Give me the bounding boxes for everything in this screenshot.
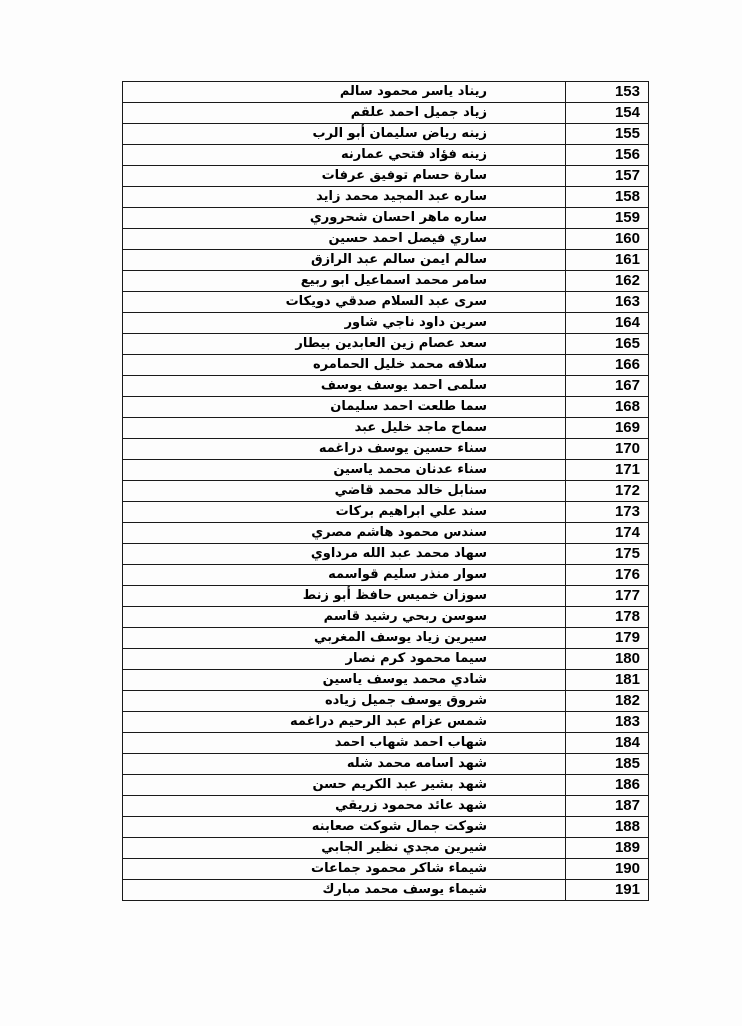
student-name-cell: ساره ماهر احسان شحروري xyxy=(123,208,566,229)
table-row xyxy=(123,481,649,502)
table-row xyxy=(123,796,649,817)
student-name-cell: زينه فؤاد فتحي عمارنه xyxy=(123,145,566,166)
student-name-cell: سيما محمود كرم نصار xyxy=(123,649,566,670)
table-row xyxy=(123,544,649,565)
table-row xyxy=(123,229,649,250)
student-name-cell: سلافه محمد خليل الحمامره xyxy=(123,355,566,376)
student-name-cell: ساري فيصل احمد حسين xyxy=(123,229,566,250)
row-number-cell: 170 xyxy=(566,439,649,460)
row-number-cell: 165 xyxy=(566,334,649,355)
student-name-cell: سندس محمود هاشم مصري xyxy=(123,523,566,544)
student-name-cell: سناء عدنان محمد ياسين xyxy=(123,460,566,481)
row-number-cell: 164 xyxy=(566,313,649,334)
student-name-cell: سارة حسام توفيق عرفات xyxy=(123,166,566,187)
table-row xyxy=(123,733,649,754)
table-row xyxy=(123,649,649,670)
row-number-cell: 191 xyxy=(566,880,649,901)
student-name-cell: شهد عائد محمود زريقي xyxy=(123,796,566,817)
row-number-cell: 168 xyxy=(566,397,649,418)
table-row xyxy=(123,292,649,313)
student-name-cell: شيماء شاكر محمود جماعات xyxy=(123,859,566,880)
table-row xyxy=(123,880,649,901)
row-number-cell: 177 xyxy=(566,586,649,607)
row-number-cell: 183 xyxy=(566,712,649,733)
names-table xyxy=(122,81,649,901)
table-row xyxy=(123,439,649,460)
row-number-cell: 156 xyxy=(566,145,649,166)
row-number-cell: 158 xyxy=(566,187,649,208)
row-number-cell: 184 xyxy=(566,733,649,754)
student-name-cell: شهد اسامه محمد شله xyxy=(123,754,566,775)
table-row xyxy=(123,250,649,271)
row-number-cell: 186 xyxy=(566,775,649,796)
row-number-cell: 175 xyxy=(566,544,649,565)
table-row xyxy=(123,355,649,376)
student-name-cell: شمس عزام عبد الرحيم دراغمه xyxy=(123,712,566,733)
table-row xyxy=(123,670,649,691)
row-number-cell: 180 xyxy=(566,649,649,670)
row-number-cell: 163 xyxy=(566,292,649,313)
table-row xyxy=(123,628,649,649)
student-name-cell: سناء حسين يوسف دراغمه xyxy=(123,439,566,460)
table-row xyxy=(123,418,649,439)
table-row xyxy=(123,208,649,229)
student-name-cell: سالم ايمن سالم عبد الرازق xyxy=(123,250,566,271)
row-number-cell: 159 xyxy=(566,208,649,229)
student-name-cell: سوار منذر سليم قواسمه xyxy=(123,565,566,586)
row-number-cell: 185 xyxy=(566,754,649,775)
row-number-cell: 154 xyxy=(566,103,649,124)
table-row xyxy=(123,271,649,292)
row-number-cell: 162 xyxy=(566,271,649,292)
row-number-cell: 167 xyxy=(566,376,649,397)
student-name-cell: سرى عبد السلام صدقي دويكات xyxy=(123,292,566,313)
student-name-cell: سرين داود ناجي شاور xyxy=(123,313,566,334)
table-row xyxy=(123,817,649,838)
table-row xyxy=(123,397,649,418)
row-number-cell: 181 xyxy=(566,670,649,691)
table-row xyxy=(123,691,649,712)
student-name-cell: سوسن ربحي رشيد قاسم xyxy=(123,607,566,628)
student-name-cell: شروق يوسف جميل زياده xyxy=(123,691,566,712)
student-name-cell: شادي محمد يوسف ياسين xyxy=(123,670,566,691)
student-name-cell: شيماء يوسف محمد مبارك xyxy=(123,880,566,901)
student-name-cell: سما طلعت احمد سليمان xyxy=(123,397,566,418)
names-table-body xyxy=(123,82,649,901)
table-row xyxy=(123,775,649,796)
row-number-cell: 155 xyxy=(566,124,649,145)
row-number-cell: 160 xyxy=(566,229,649,250)
row-number-cell: 190 xyxy=(566,859,649,880)
student-name-cell: شهد بشير عبد الكريم حسن xyxy=(123,775,566,796)
table-row xyxy=(123,754,649,775)
table-row xyxy=(123,103,649,124)
table-row xyxy=(123,376,649,397)
student-name-cell: سماح ماجد خليل عبد xyxy=(123,418,566,439)
row-number-cell: 189 xyxy=(566,838,649,859)
row-number-cell: 153 xyxy=(566,82,649,103)
table-row xyxy=(123,187,649,208)
row-number-cell: 179 xyxy=(566,628,649,649)
student-name-cell: سوزان خميس حافظ أبو زنط xyxy=(123,586,566,607)
table-row xyxy=(123,523,649,544)
row-number-cell: 172 xyxy=(566,481,649,502)
row-number-cell: 171 xyxy=(566,460,649,481)
student-name-cell: سهاد محمد عبد الله مرداوي xyxy=(123,544,566,565)
row-number-cell: 166 xyxy=(566,355,649,376)
student-name-cell: شيرين مجدي نظير الجابي xyxy=(123,838,566,859)
table-row xyxy=(123,166,649,187)
table-row xyxy=(123,565,649,586)
student-name-cell: سعد عصام زين العابدين بيطار xyxy=(123,334,566,355)
table-row xyxy=(123,460,649,481)
table-row xyxy=(123,124,649,145)
table-row xyxy=(123,82,649,103)
student-name-cell: شوكت جمال شوكت صعابنه xyxy=(123,817,566,838)
student-name-cell: ساره عبد المجيد محمد زايد xyxy=(123,187,566,208)
student-name-cell: زياد جميل احمد علقم xyxy=(123,103,566,124)
table-row xyxy=(123,712,649,733)
row-number-cell: 188 xyxy=(566,817,649,838)
row-number-cell: 182 xyxy=(566,691,649,712)
row-number-cell: 178 xyxy=(566,607,649,628)
table-row xyxy=(123,313,649,334)
student-name-cell: سامر محمد اسماعيل ابو ربيع xyxy=(123,271,566,292)
student-name-cell: زينه رياض سليمان أبو الرب xyxy=(123,124,566,145)
table-row xyxy=(123,502,649,523)
row-number-cell: 174 xyxy=(566,523,649,544)
row-number-cell: 161 xyxy=(566,250,649,271)
table-row xyxy=(123,838,649,859)
table-row xyxy=(123,586,649,607)
table-row xyxy=(123,145,649,166)
student-name-cell: سنابل خالد محمد قاضي xyxy=(123,481,566,502)
table-row xyxy=(123,859,649,880)
row-number-cell: 173 xyxy=(566,502,649,523)
row-number-cell: 187 xyxy=(566,796,649,817)
student-name-cell: شهاب احمد شهاب احمد xyxy=(123,733,566,754)
row-number-cell: 176 xyxy=(566,565,649,586)
student-name-cell: ريناد ياسر محمود سالم xyxy=(123,82,566,103)
table-row xyxy=(123,334,649,355)
table-row xyxy=(123,607,649,628)
student-name-cell: سلمى احمد يوسف يوسف xyxy=(123,376,566,397)
row-number-cell: 169 xyxy=(566,418,649,439)
row-number-cell: 157 xyxy=(566,166,649,187)
student-name-cell: سند علي ابراهيم بركات xyxy=(123,502,566,523)
student-name-cell: سيرين زياد يوسف المغربي xyxy=(123,628,566,649)
